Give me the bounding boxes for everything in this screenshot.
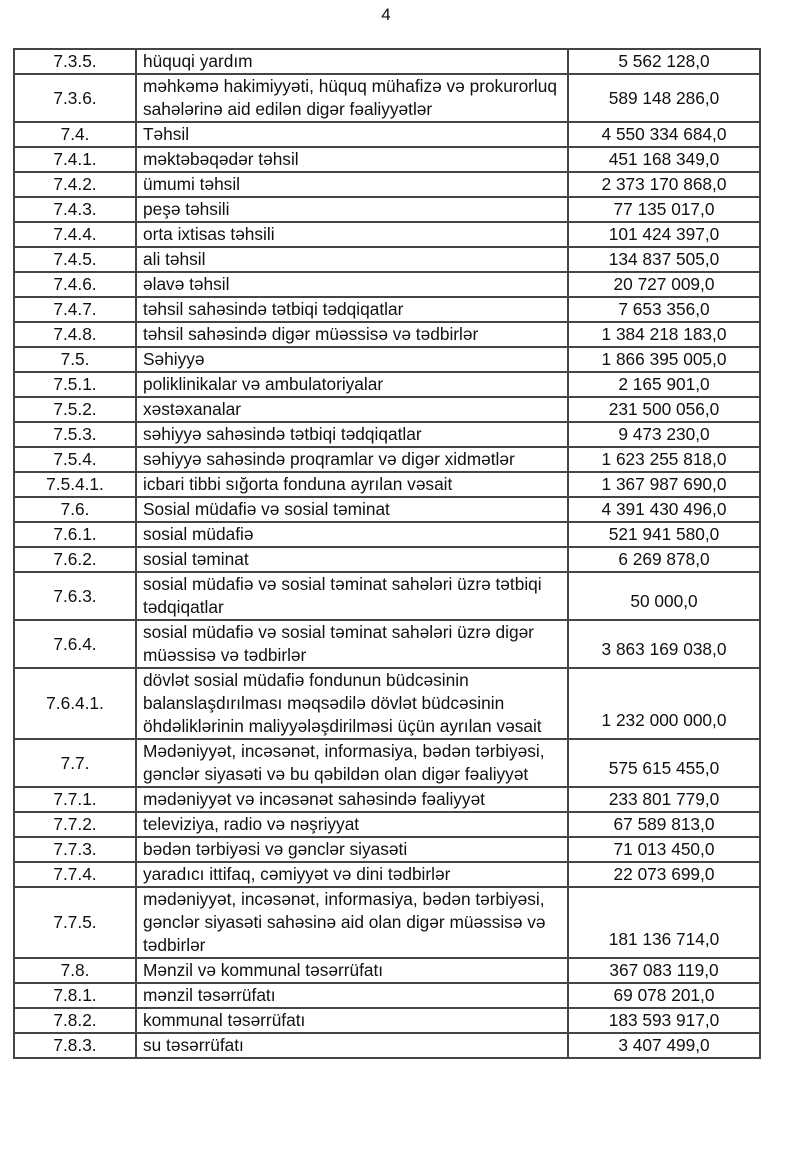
code-cell: 7.5.3.	[14, 422, 136, 447]
table-row	[14, 837, 760, 862]
code-cell: 7.4.1.	[14, 147, 136, 172]
code-cell: 7.5.4.1.	[14, 472, 136, 497]
table-row	[14, 422, 760, 447]
amount-cell: 1 866 395 005,0	[568, 347, 760, 372]
amount-cell: 1 367 987 690,0	[568, 472, 760, 497]
amount-cell: 233 801 779,0	[568, 787, 760, 812]
code-cell: 7.4.5.	[14, 247, 136, 272]
code-cell: 7.4.4.	[14, 222, 136, 247]
table-row	[14, 347, 760, 372]
amount-cell: 5 562 128,0	[568, 49, 760, 74]
amount-cell: 134 837 505,0	[568, 247, 760, 272]
amount-cell: 183 593 917,0	[568, 1008, 760, 1033]
description-cell: Səhiyyə	[136, 347, 568, 372]
description-cell: sosial müdafiə və sosial təminat sahələri üzrə digər müəssisə və tədbirlər	[136, 620, 568, 668]
table-row	[14, 812, 760, 837]
code-cell: 7.6.3.	[14, 572, 136, 620]
description-cell: mənzil təsərrüfatı	[136, 983, 568, 1008]
table-row	[14, 572, 760, 620]
description-cell: ümumi təhsil	[136, 172, 568, 197]
amount-cell: 1 384 218 183,0	[568, 322, 760, 347]
amount-cell: 7 653 356,0	[568, 297, 760, 322]
amount-cell: 3 407 499,0	[568, 1033, 760, 1058]
table-row	[14, 122, 760, 147]
description-cell: sosial müdafiə	[136, 522, 568, 547]
table-row	[14, 172, 760, 197]
amount-cell: 77 135 017,0	[568, 197, 760, 222]
description-cell: təhsil sahəsində digər müəssisə və tədbirlər	[136, 322, 568, 347]
table-row	[14, 197, 760, 222]
table-row	[14, 147, 760, 172]
table-row	[14, 472, 760, 497]
table-row	[14, 668, 760, 739]
code-cell: 7.8.3.	[14, 1033, 136, 1058]
table-row	[14, 862, 760, 887]
code-cell: 7.3.5.	[14, 49, 136, 74]
description-cell: Mənzil və kommunal təsərrüfatı	[136, 958, 568, 983]
amount-cell: 521 941 580,0	[568, 522, 760, 547]
description-cell: orta ixtisas təhsili	[136, 222, 568, 247]
amount-cell: 1 232 000 000,0	[568, 668, 760, 739]
table-row	[14, 739, 760, 787]
amount-cell: 4 550 334 684,0	[568, 122, 760, 147]
code-cell: 7.6.1.	[14, 522, 136, 547]
description-cell: xəstəxanalar	[136, 397, 568, 422]
table-row	[14, 497, 760, 522]
table-row	[14, 247, 760, 272]
description-cell: Sosial müdafiə və sosial təminat	[136, 497, 568, 522]
description-cell: təhsil sahəsində tətbiqi tədqiqatlar	[136, 297, 568, 322]
code-cell: 7.8.	[14, 958, 136, 983]
table-row	[14, 1033, 760, 1058]
table-row	[14, 322, 760, 347]
amount-cell: 181 136 714,0	[568, 887, 760, 958]
amount-cell: 71 013 450,0	[568, 837, 760, 862]
code-cell: 7.5.4.	[14, 447, 136, 472]
amount-cell: 589 148 286,0	[568, 74, 760, 122]
code-cell: 7.6.2.	[14, 547, 136, 572]
amount-cell: 4 391 430 496,0	[568, 497, 760, 522]
code-cell: 7.4.3.	[14, 197, 136, 222]
amount-cell: 101 424 397,0	[568, 222, 760, 247]
description-cell: yaradıcı ittifaq, cəmiyyət və dini tədbirlər	[136, 862, 568, 887]
amount-cell: 67 589 813,0	[568, 812, 760, 837]
table-row	[14, 1008, 760, 1033]
table-row	[14, 272, 760, 297]
description-cell: ali təhsil	[136, 247, 568, 272]
description-cell: bədən tərbiyəsi və gənclər siyasəti	[136, 837, 568, 862]
description-cell: səhiyyə sahəsində tətbiqi tədqiqatlar	[136, 422, 568, 447]
description-cell: peşə təhsili	[136, 197, 568, 222]
description-cell: səhiyyə sahəsində proqramlar və digər xidmətlər	[136, 447, 568, 472]
description-cell: dövlət sosial müdafiə fondunun büdcəsinin balanslaşdırılması məqsədilə dövlət büdcəsinin öhdəliklərinin maliyyələşdirilməsi üçün ayrılan vəsait	[136, 668, 568, 739]
code-cell: 7.4.2.	[14, 172, 136, 197]
amount-cell: 50 000,0	[568, 572, 760, 620]
amount-cell: 9 473 230,0	[568, 422, 760, 447]
description-cell: Təhsil	[136, 122, 568, 147]
budget-table	[13, 48, 761, 1059]
budget-table-body	[14, 49, 760, 1058]
amount-cell: 6 269 878,0	[568, 547, 760, 572]
code-cell: 7.7.1.	[14, 787, 136, 812]
description-cell: sosial müdafiə və sosial təminat sahələri üzrə tətbiqi tədqiqatlar	[136, 572, 568, 620]
amount-cell: 2 373 170 868,0	[568, 172, 760, 197]
table-row	[14, 620, 760, 668]
table-row	[14, 958, 760, 983]
description-cell: hüquqi yardım	[136, 49, 568, 74]
table-row	[14, 49, 760, 74]
code-cell: 7.7.5.	[14, 887, 136, 958]
description-cell: mədəniyyət və incəsənət sahəsində fəaliyyət	[136, 787, 568, 812]
table-row	[14, 522, 760, 547]
description-cell: Mədəniyyət, incəsənət, informasiya, bədən tərbiyəsi, gənclər siyasəti və bu qəbildən olan digər fəaliyyət	[136, 739, 568, 787]
table-row	[14, 222, 760, 247]
description-cell: əlavə təhsil	[136, 272, 568, 297]
description-cell: sosial təminat	[136, 547, 568, 572]
description-cell: icbari tibbi sığorta fonduna ayrılan vəsait	[136, 472, 568, 497]
table-row	[14, 787, 760, 812]
description-cell: məhkəmə hakimiyyəti, hüquq mühafizə və prokurorluq sahələrinə aid edilən digər fəaliyyətlər	[136, 74, 568, 122]
page-number: 4	[381, 5, 391, 24]
amount-cell: 1 623 255 818,0	[568, 447, 760, 472]
code-cell: 7.4.	[14, 122, 136, 147]
code-cell: 7.8.1.	[14, 983, 136, 1008]
code-cell: 7.3.6.	[14, 74, 136, 122]
description-cell: məktəbəqədər təhsil	[136, 147, 568, 172]
code-cell: 7.6.4.	[14, 620, 136, 668]
code-cell: 7.8.2.	[14, 1008, 136, 1033]
code-cell: 7.4.7.	[14, 297, 136, 322]
amount-cell: 575 615 455,0	[568, 739, 760, 787]
amount-cell: 2 165 901,0	[568, 372, 760, 397]
code-cell: 7.4.6.	[14, 272, 136, 297]
amount-cell: 451 168 349,0	[568, 147, 760, 172]
description-cell: televiziya, radio və nəşriyyat	[136, 812, 568, 837]
amount-cell: 22 073 699,0	[568, 862, 760, 887]
table-row	[14, 447, 760, 472]
code-cell: 7.5.2.	[14, 397, 136, 422]
table-row	[14, 297, 760, 322]
code-cell: 7.7.4.	[14, 862, 136, 887]
code-cell: 7.7.	[14, 739, 136, 787]
table-row	[14, 372, 760, 397]
description-cell: mədəniyyət, incəsənət, informasiya, bədən tərbiyəsi, gənclər siyasəti sahəsinə aid olan digər müəssisə və tədbirlər	[136, 887, 568, 958]
code-cell: 7.5.	[14, 347, 136, 372]
table-row	[14, 74, 760, 122]
table-row	[14, 983, 760, 1008]
code-cell: 7.7.3.	[14, 837, 136, 862]
code-cell: 7.5.1.	[14, 372, 136, 397]
amount-cell: 20 727 009,0	[568, 272, 760, 297]
description-cell: poliklinikalar və ambulatoriyalar	[136, 372, 568, 397]
amount-cell: 3 863 169 038,0	[568, 620, 760, 668]
amount-cell: 231 500 056,0	[568, 397, 760, 422]
code-cell: 7.6.4.1.	[14, 668, 136, 739]
code-cell: 7.4.8.	[14, 322, 136, 347]
code-cell: 7.6.	[14, 497, 136, 522]
table-row	[14, 887, 760, 958]
description-cell: kommunal təsərrüfatı	[136, 1008, 568, 1033]
amount-cell: 69 078 201,0	[568, 983, 760, 1008]
table-row	[14, 547, 760, 572]
table-row	[14, 397, 760, 422]
description-cell: su təsərrüfatı	[136, 1033, 568, 1058]
amount-cell: 367 083 119,0	[568, 958, 760, 983]
code-cell: 7.7.2.	[14, 812, 136, 837]
